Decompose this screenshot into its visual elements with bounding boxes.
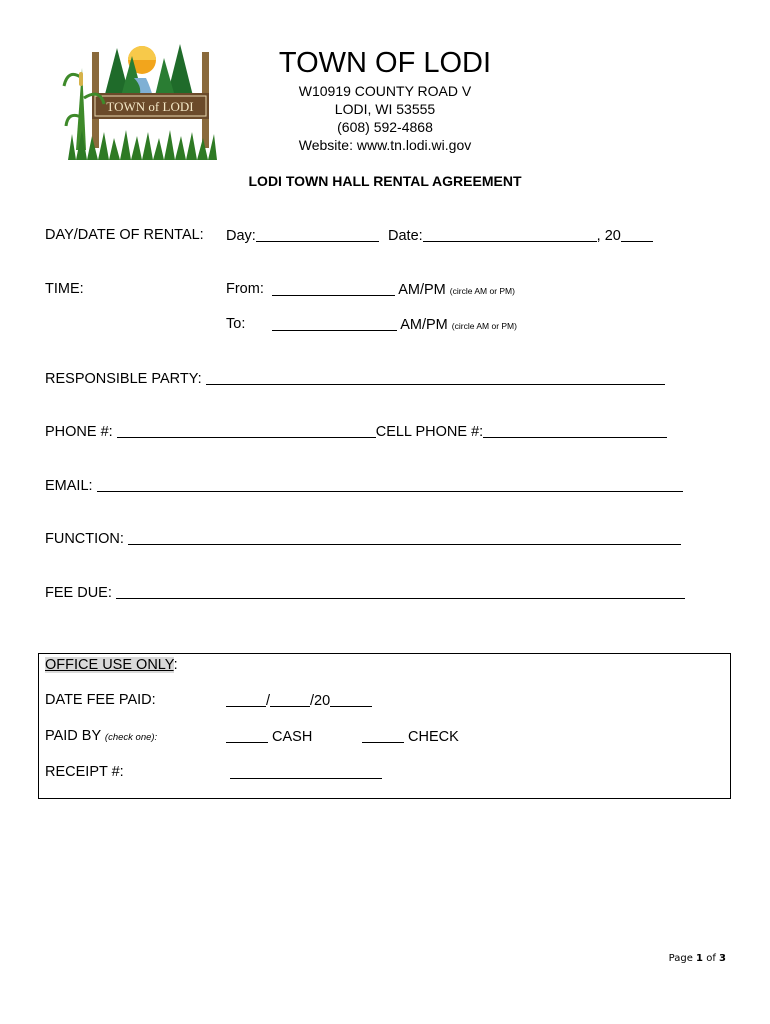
function-input-line[interactable] bbox=[128, 530, 681, 545]
rental-date-label: DAY/DATE OF RENTAL: bbox=[45, 227, 204, 243]
receipt-input-line[interactable] bbox=[230, 764, 382, 779]
date-fee-label: DATE FEE PAID: bbox=[45, 692, 156, 708]
paid-by-label: PAID BY bbox=[45, 728, 101, 744]
date-sep1: / bbox=[266, 693, 271, 709]
date-label: Date: bbox=[388, 228, 423, 244]
page-indicator bbox=[669, 953, 726, 964]
logo-text: TOWN of LODI bbox=[106, 99, 194, 114]
to-label: To: bbox=[226, 316, 246, 332]
cash-check-line[interactable] bbox=[226, 728, 268, 743]
fee-field bbox=[45, 584, 685, 601]
to-ampm-note: (circle AM or PM) bbox=[451, 321, 517, 331]
function-field bbox=[45, 530, 681, 547]
address-line2: LODI, WI 53555 bbox=[334, 101, 436, 117]
from-label: From: bbox=[226, 281, 264, 297]
time-label: TIME: bbox=[45, 281, 84, 297]
from-input-line[interactable] bbox=[272, 281, 395, 296]
from-field bbox=[272, 281, 515, 298]
email-field bbox=[45, 477, 683, 494]
responsible-input-line[interactable] bbox=[206, 370, 665, 385]
check-check-line[interactable] bbox=[362, 728, 404, 743]
cell-input-line[interactable] bbox=[483, 423, 667, 438]
date-fee-field bbox=[226, 692, 372, 709]
date-input-line[interactable] bbox=[423, 227, 597, 242]
year-prefix: , 20 bbox=[596, 228, 621, 244]
page-word: Page bbox=[668, 953, 693, 964]
function-label: FUNCTION: bbox=[45, 531, 124, 547]
email-label: EMAIL: bbox=[45, 478, 93, 494]
email-input-line[interactable] bbox=[97, 477, 683, 492]
fee-month-line[interactable] bbox=[226, 692, 266, 707]
check-option bbox=[362, 728, 459, 745]
page-number: 1 bbox=[696, 953, 704, 964]
paid-by-note: (check one): bbox=[104, 732, 158, 743]
to-field bbox=[272, 316, 517, 333]
year-input-line[interactable] bbox=[621, 227, 653, 242]
check-label: CHECK bbox=[408, 729, 459, 745]
to-ampm: AM/PM bbox=[400, 317, 448, 333]
date-sep2: /20 bbox=[310, 693, 331, 709]
to-input-line[interactable] bbox=[272, 316, 397, 331]
day-input-line[interactable] bbox=[256, 227, 379, 242]
office-title-colon: : bbox=[173, 657, 178, 673]
of-word: of bbox=[706, 953, 716, 964]
from-ampm: AM/PM bbox=[398, 282, 446, 298]
website: Website: www.tn.lodi.wi.gov bbox=[298, 137, 472, 153]
phone-label: PHONE #: bbox=[45, 424, 113, 440]
fee-label: FEE DUE: bbox=[45, 585, 112, 601]
fee-year-line[interactable] bbox=[330, 692, 372, 707]
cell-label: CELL PHONE #: bbox=[375, 424, 484, 440]
cash-label: CASH bbox=[272, 729, 313, 745]
cash-option bbox=[226, 728, 312, 745]
office-title-wrap bbox=[45, 657, 178, 673]
page-total: 3 bbox=[719, 953, 726, 964]
receipt-field bbox=[230, 764, 382, 781]
address-line1: W10919 COUNTY ROAD V bbox=[298, 83, 472, 99]
fee-day-line[interactable] bbox=[270, 692, 310, 707]
responsible-field bbox=[45, 370, 665, 387]
office-use-box bbox=[38, 653, 731, 799]
date-field bbox=[388, 227, 653, 244]
phone-field bbox=[45, 423, 667, 440]
receipt-label: RECEIPT #: bbox=[45, 764, 124, 780]
day-field bbox=[226, 227, 379, 244]
fee-input-line[interactable] bbox=[116, 584, 685, 599]
day-label: Day: bbox=[226, 228, 256, 244]
from-ampm-note: (circle AM or PM) bbox=[449, 286, 515, 296]
paid-by-field bbox=[45, 728, 157, 744]
phone-number: (608) 592-4868 bbox=[337, 119, 433, 135]
responsible-label: RESPONSIBLE PARTY: bbox=[45, 371, 202, 387]
phone-input-line[interactable] bbox=[117, 423, 376, 438]
office-title: OFFICE USE ONLY bbox=[45, 657, 174, 673]
agreement-title: LODI TOWN HALL RENTAL AGREEMENT bbox=[248, 173, 522, 189]
town-name: TOWN OF LODI bbox=[278, 47, 492, 79]
